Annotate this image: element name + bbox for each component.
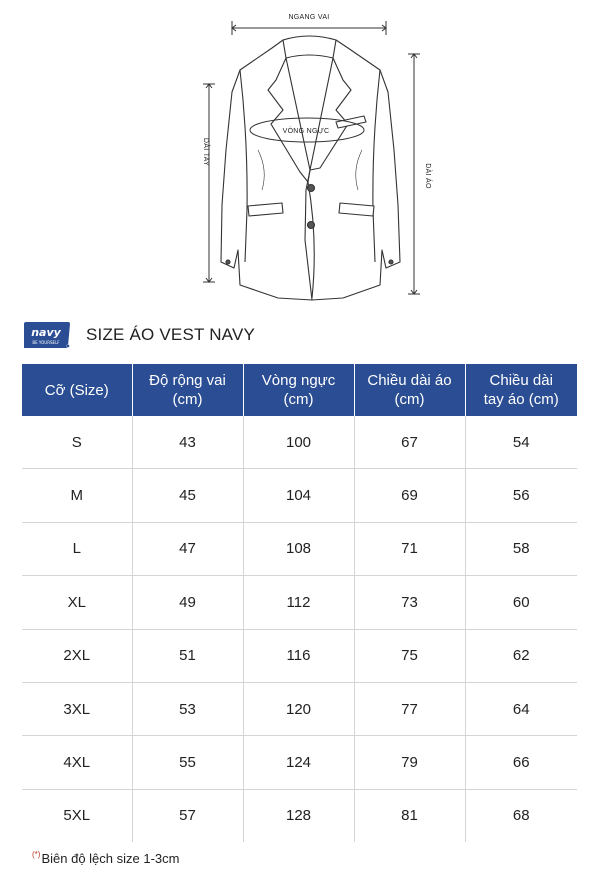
length-cell: 79 <box>354 736 465 789</box>
sleeve-cell: 54 <box>465 416 577 469</box>
header-sleeve: Chiều dài tay áo (cm) <box>465 364 577 416</box>
length-cell: 67 <box>354 416 465 469</box>
size-chart-heading <box>22 320 255 350</box>
table-row <box>22 736 577 789</box>
shoulder-cell: 49 <box>132 576 243 629</box>
header-chest: Vòng ngực (cm) <box>243 364 354 416</box>
svg-text:BE YOURSELF: BE YOURSELF <box>32 340 60 345</box>
chest-cell: 100 <box>243 416 354 469</box>
svg-text:navy: navy <box>31 326 61 339</box>
size-tolerance-note <box>32 850 179 866</box>
header-size: Cỡ (Size) <box>22 364 132 416</box>
size-cell: 2XL <box>22 629 132 682</box>
table-row <box>22 629 577 682</box>
length-label: DÀI ÁO <box>424 163 431 189</box>
size-cell: L <box>22 522 132 575</box>
table-row <box>22 522 577 575</box>
chest-label: VÒNG NGỰC <box>282 128 330 135</box>
shoulder-dimension <box>232 21 386 35</box>
sleeve-cell: 60 <box>465 576 577 629</box>
size-cell: M <box>22 469 132 522</box>
table-row <box>22 789 577 842</box>
shoulder-cell: 45 <box>132 469 243 522</box>
note-text: Biên độ lệch size 1-3cm <box>41 851 180 866</box>
chest-cell: 116 <box>243 629 354 682</box>
shoulder-cell: 55 <box>132 736 243 789</box>
sleeve-cell: 62 <box>465 629 577 682</box>
shoulder-label: NGANG VAI <box>288 14 330 21</box>
vest-measurement-diagram <box>0 0 600 310</box>
chest-cell: 124 <box>243 736 354 789</box>
length-cell: 73 <box>354 576 465 629</box>
size-chart-title: SIZE ÁO VEST NAVY <box>86 325 256 344</box>
chest-cell: 120 <box>243 682 354 735</box>
shoulder-cell: 53 <box>132 682 243 735</box>
size-cell: 3XL <box>22 682 132 735</box>
table-row <box>22 469 577 522</box>
size-cell: 4XL <box>22 736 132 789</box>
navy-logo <box>22 320 72 350</box>
size-cell: S <box>22 416 132 469</box>
jacket-illustration <box>221 36 400 300</box>
length-cell: 69 <box>354 469 465 522</box>
shoulder-cell: 51 <box>132 629 243 682</box>
shoulder-cell: 57 <box>132 789 243 842</box>
table-row <box>22 416 577 469</box>
chest-cell: 108 <box>243 522 354 575</box>
size-cell: XL <box>22 576 132 629</box>
length-cell: 81 <box>354 789 465 842</box>
sleeve-cell: 56 <box>465 469 577 522</box>
sleeve-cell: 64 <box>465 682 577 735</box>
length-cell: 77 <box>354 682 465 735</box>
header-length: Chiều dài áo (cm) <box>354 364 465 416</box>
size-cell: 5XL <box>22 789 132 842</box>
header-shoulder: Độ rộng vai (cm) <box>132 364 243 416</box>
chest-cell: 104 <box>243 469 354 522</box>
table-row <box>22 576 577 629</box>
sleeve-dimension <box>203 84 215 282</box>
length-cell: 71 <box>354 522 465 575</box>
table-row <box>22 682 577 735</box>
sleeve-label: DÀI TAY <box>202 137 209 167</box>
sleeve-cell: 66 <box>465 736 577 789</box>
table-header-row <box>22 364 577 416</box>
shoulder-cell: 43 <box>132 416 243 469</box>
note-marker: (*) <box>32 850 41 859</box>
length-dimension <box>408 54 420 294</box>
chest-cell: 112 <box>243 576 354 629</box>
size-table <box>22 364 577 842</box>
sleeve-cell: 58 <box>465 522 577 575</box>
shoulder-cell: 47 <box>132 522 243 575</box>
sleeve-cell: 68 <box>512 807 530 825</box>
chest-cell: 128 <box>243 789 354 842</box>
length-cell: 75 <box>354 629 465 682</box>
